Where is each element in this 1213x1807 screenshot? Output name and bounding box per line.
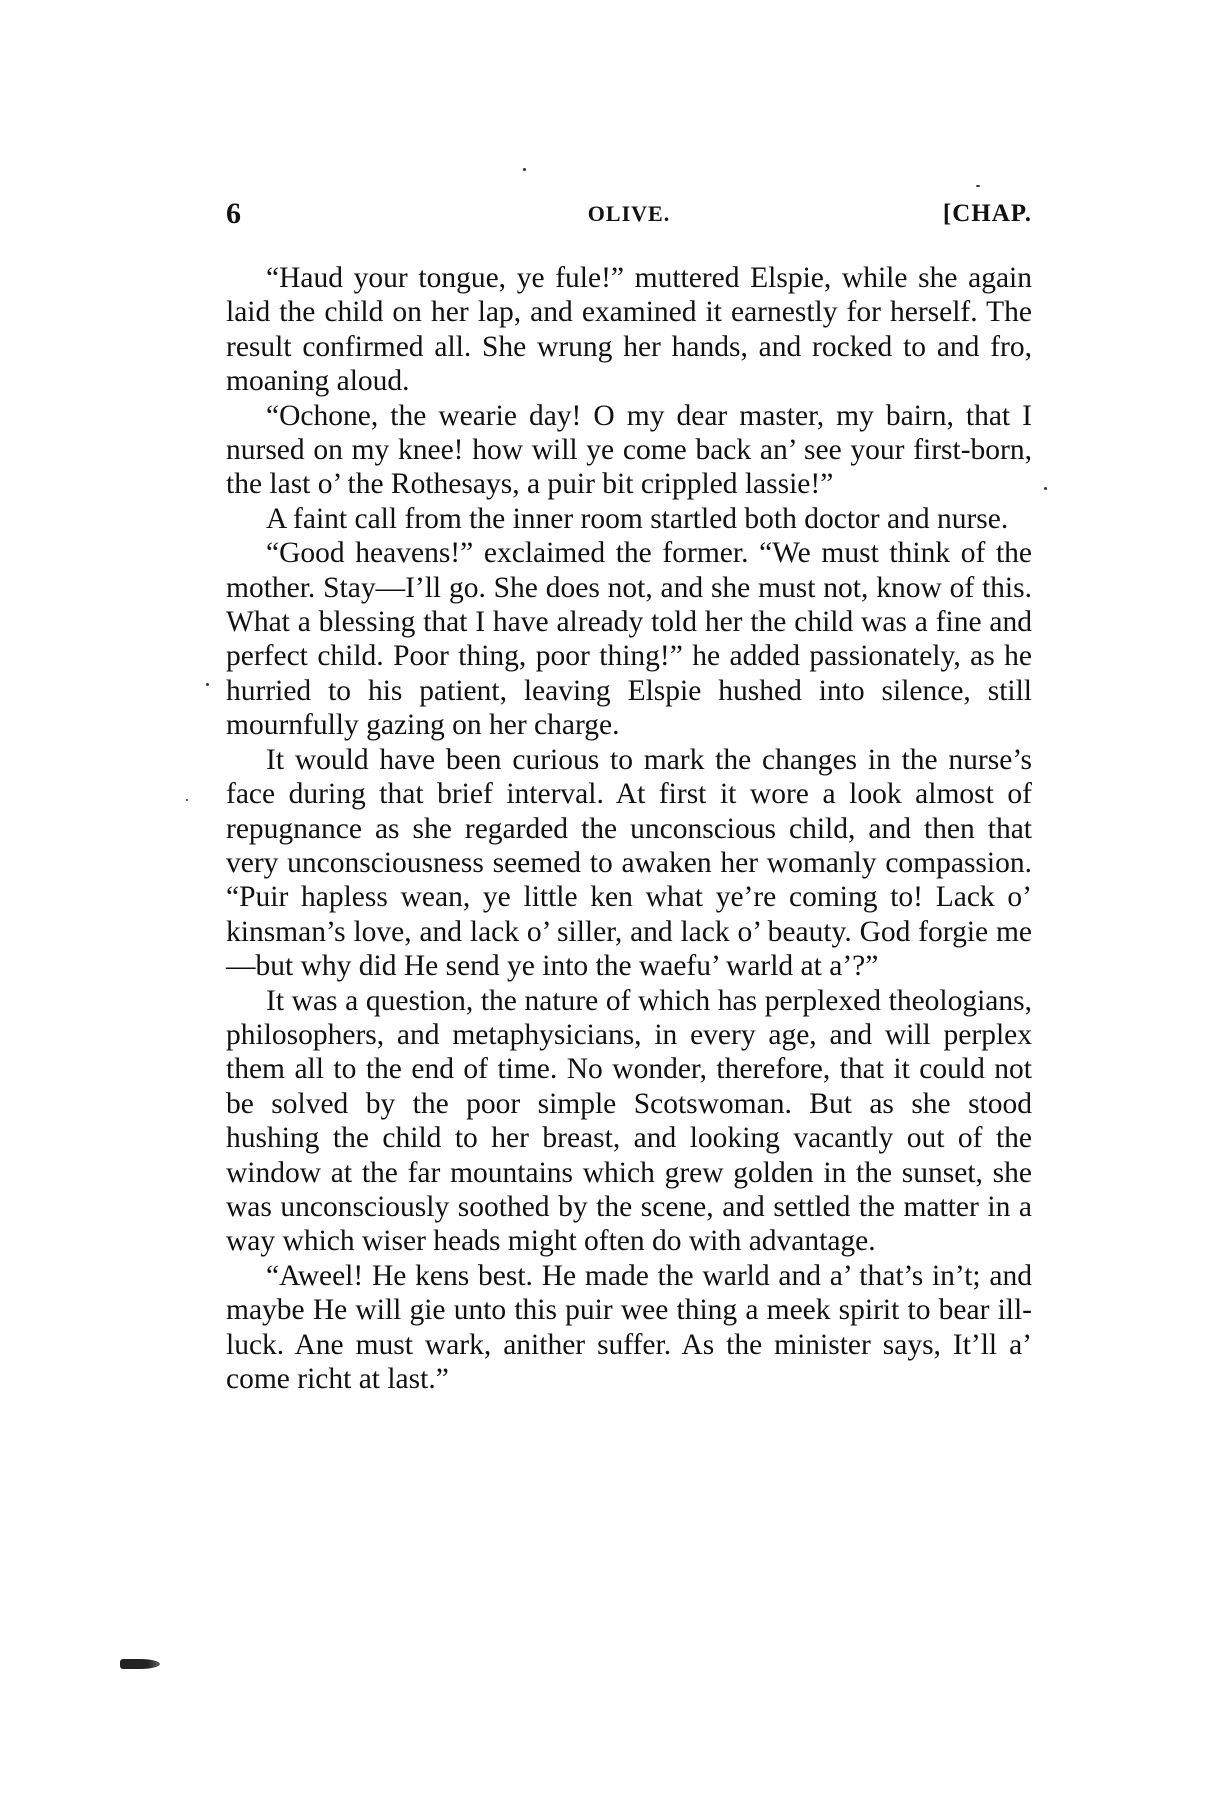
paragraph-1: “Haud your tongue, ye fule!” muttered Elspie, while she again laid the child on her lap, and examined it earnestly for herself. The result confirmed all. She wrung her hands, and rocked to and fro, moaning aloud.: [226, 262, 1032, 398]
running-title: OLIVE.: [587, 201, 671, 226]
paragraph-2: “Ochone, the wearie day! O my dear master, my bairn, that I nursed on my knee! how will ye come back an’ see your first-born, the last o’ the Rothesays, a puir bit crippled lassie!”: [226, 399, 1032, 501]
printer-mark: [120, 1659, 160, 1669]
body-text: [226, 261, 1032, 1396]
print-speck: [976, 185, 980, 187]
print-speck: [206, 683, 209, 686]
paragraph-5: It would have been curious to mark the changes in the nurse’s face during that brief interval. At first it wore a look almost of repugnance as she regarded the unconscious child, and then that very unconsciousness seemed to awaken her womanly compassion. “Puir hapless wean, ye little ken what ye’re coming to! Lack o’ kinsman’s love, and lack o’ siller, and lack o’ beauty. God forgie me—but why did He send ye into the waefu’ warld at a’?”: [226, 743, 1032, 983]
print-speck: [523, 168, 526, 171]
chapter-label: [CHAP.: [942, 200, 1032, 227]
running-head: [226, 194, 1032, 234]
page-number: 6: [226, 197, 241, 230]
paragraph-7: “Aweel! He kens best. He made the warld and a’ that’s in’t; and maybe He will gie unto this puir wee thing a meek spirit to bear ill-luck. Ane must wark, anither suffer. As the minister says, It’ll a’ come richt at last.”: [226, 1259, 1032, 1395]
paragraph-6: It was a question, the nature of which has perplexed theologians, philosophers, and metaphysicians, in every age, and will perplex them all to the end of time. No wonder, therefore, that it could not be solved by the poor simple Scotswoman. But as she stood hushing the child to her breast, and looking vacantly out of the window at the far mountains which grew golden in the sunset, she was unconsciously soothed by the scene, and settled the matter in a way which wiser heads might often do with advantage.: [226, 984, 1032, 1258]
paragraph-4: “Good heavens!” exclaimed the former. “We must think of the mother. Stay—I’ll go. She does not, and she must not, know of this. What a blessing that I have already told her the child was a fine and perfect child. Poor thing, poor thing!” he added passionately, as he hurried to his patient, leaving Elspie hushed into silence, still mournfully gazing on her charge.: [226, 537, 1032, 742]
paragraph-3: A faint call from the inner room startled both doctor and nurse.: [266, 502, 1009, 535]
print-speck: [186, 799, 188, 801]
print-speck: [1044, 487, 1047, 490]
